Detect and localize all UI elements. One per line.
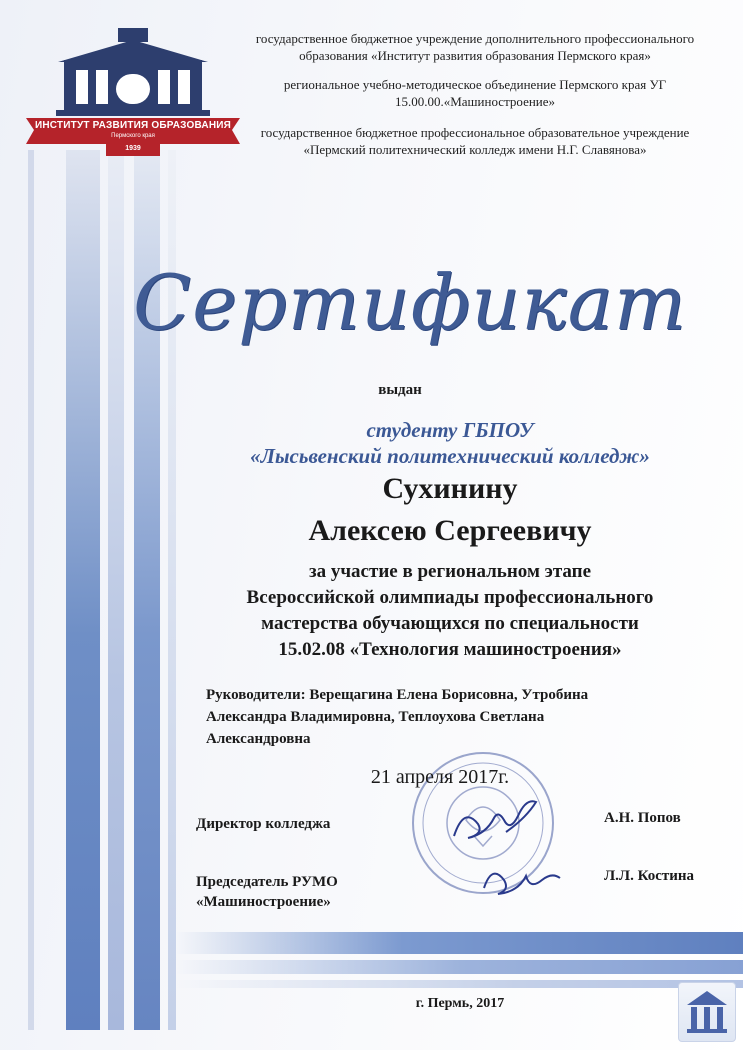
organizer-3-line: «Пермский политехнический колледж имени Н.Г. Славянова» [303,142,647,157]
logo-year: 1939 [125,145,141,152]
award-reason: 15.02.08 «Технология машиностроения» [278,639,622,660]
recipient-name: Алексею Сергеевичу [308,514,592,547]
award-reason: Всероссийской олимпиады профессионального [246,587,654,608]
recipient-org: студенту ГБПОУ [366,418,534,442]
organizer-2 [240,76,710,110]
signer-role: Директор колледжа [196,816,331,832]
decor-stripe [28,150,34,1030]
organizer-3-line: государственное бюджетное профессиональное образовательное учреждение [260,125,690,140]
signer-name: А.Н. Попов [604,810,681,826]
supervisors [206,684,696,750]
organizer-1-line: государственное бюджетное учреждение дополнительного профессионального [255,31,695,46]
signature-icon [478,858,564,908]
issued-label: выдан [378,382,422,398]
award-reason: мастерства обучающихся по специальности [261,613,639,634]
logo-region: Пермского края [111,133,155,139]
signer-name: Л.Л. Костина [604,868,695,884]
supervisors-line: Руководители: Верещагина Елена Борисовна, Утробина [206,687,589,703]
organizer-3 [240,124,710,158]
recipient-org: «Лысьвенский политехнический колледж» [250,444,650,468]
signer-role [196,872,338,912]
decor-stripe [176,932,743,954]
recipient-name: Сухинину [382,472,518,505]
signature-icon [446,796,550,850]
organizer-1-line: образования «Институт развития образования Пермского края» [299,48,651,63]
decor-stripe [176,980,743,988]
place-year: г. Пермь, 2017 [415,996,505,1011]
supervisors-line: Александровна [206,731,311,747]
signer-role-line: «Машиностроение» [196,894,331,910]
organizer-2-line: региональное учебно-методическое объединение Пермского края УГ [283,77,667,92]
issue-date: 21 апреля 2017г. [370,766,510,788]
decor-stripe [176,960,743,974]
logo-title: ИНСТИТУТ РАЗВИТИЯ ОБРАЗОВАНИЯ [34,120,232,131]
signer-role-line: Председатель РУМО [196,874,338,890]
certificate-title: Сертификат [133,258,687,347]
organizer-1 [240,30,710,64]
decor-stripe [66,150,100,1030]
college-logo-icon [678,982,736,1042]
award-reason: за участие в региональном этапе [308,561,592,582]
supervisors-line: Александра Владимировна, Теплоухова Светлана [206,709,545,725]
organizer-2-line: 15.00.00.«Машиностроение» [394,94,556,109]
